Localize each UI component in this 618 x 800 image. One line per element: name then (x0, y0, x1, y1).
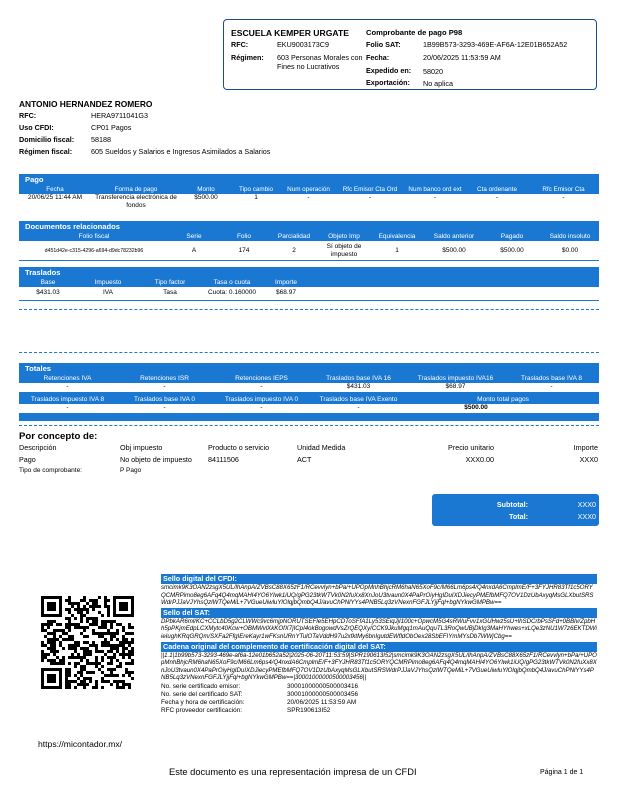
totales-col: Traslados base IVA 16 (326, 375, 391, 382)
docs-col: Saldo anterior (433, 233, 475, 240)
sello-sat-text: DPbkAR6ml/KC+CCLbD5g2CLWWc9vc6mjpNORUTSEFle5EHpCDToSFfA1Ly53SEiqJjI100c+OpwcM5G4sRWuFvv1xGUHwz5sU+lhSDCrbPsSFd+0BBlv/ZpbHh5pPKjmEdpLCXMytc40Kcw+OBMWvlXkKOfX7jICpI4okBogowdVsZrQEQXy/CCK9JkuMgq1mAuQquTL3RoQwUBjDkIg3MaHYhwes+xLQe3zNU1W7z6EKTDWiieIughKRqGRQm/SXFa2FfgIEreKayr1wFKsnURnYTulOTaVddH97u2xfktMy6bnIgutdEWfldObOex28SbEFIYmMYsDb7WWjCbg== (161, 617, 597, 640)
pago-val: Transferencia electrónica de fondos (95, 194, 177, 209)
concepto-cell: XXX0.00 (465, 455, 494, 464)
traslados-col: Tasa o cuota (213, 279, 251, 286)
subtotal-value: XXX0 (577, 500, 596, 509)
receiver-rfc-label: RFC: (19, 111, 37, 120)
subtotal-label: Subtotal: (496, 500, 528, 509)
seals-block (161, 574, 597, 715)
divider (19, 352, 599, 353)
voucher-title: Comprobante de pago P98 (366, 28, 463, 37)
pago-col: Num banco ord ext (408, 186, 462, 193)
docs-col: Objeto Imp (328, 233, 360, 240)
regimen-fiscal: 605 Sueldos y Salarios e Ingresos Asimilados a Salarios (91, 147, 271, 156)
expedido: 58020 (423, 67, 443, 76)
pago-col: Cta ordenante (477, 186, 517, 193)
totals-box (432, 494, 599, 526)
page-number: Página 1 de 1 (540, 769, 584, 776)
exportacion: No aplica (423, 79, 453, 88)
cert-row (161, 691, 597, 699)
totales-col: Retenciones IEPS (235, 375, 288, 382)
totales-section (19, 363, 599, 421)
pago-col: Fecha (46, 186, 64, 193)
traslados-title: Traslados (25, 268, 61, 277)
pago-val: - (433, 194, 437, 201)
cert-label: RFC proveedor certificación: (161, 706, 242, 714)
traslados-val: $431.03 (36, 289, 60, 296)
totales-col: Traslados base IVA 8 (520, 375, 583, 382)
totales-col: Monto total pagos (477, 396, 529, 403)
cert-row (161, 683, 597, 691)
traslados-header-row (19, 278, 599, 287)
pago-title: Pago (25, 175, 44, 184)
traslados-col: Base (40, 279, 56, 286)
regimen-fiscal-label: Régimen fiscal: (19, 147, 73, 156)
issuer-regimen-label: Régimen: (231, 53, 264, 62)
docs-val: d451d42e-c315-4296-a694-d9dc78232b96 (44, 247, 144, 254)
cadena-title: Cadena original del complemento de certificación digital del SAT: (161, 642, 597, 652)
concepto-header: Unidad Medida (297, 443, 346, 452)
pago-col: Rfc Emisor Cta Ord (342, 186, 398, 193)
pago-val: - (562, 194, 565, 201)
pago-col: Forma de pago (114, 186, 158, 193)
docs-val: 174 (238, 246, 250, 254)
totales-col: Traslados base IVA 0 (133, 396, 196, 403)
concepto-title: Por concepto de: (19, 431, 98, 442)
totales-val: $500.00 (464, 404, 488, 411)
pago-val: 1 (254, 194, 258, 201)
totales-val: $431.03 (346, 383, 371, 390)
totales-value-row-1 (19, 383, 599, 392)
traslados-val: Cuota: 0.160000 (207, 289, 257, 296)
sello-sat-title: Sello del SAT: (161, 608, 597, 618)
qr-code-image (41, 596, 134, 689)
pago-col: Rfc Emisor Cta (542, 186, 585, 193)
tipo-comprobante: P Pago (120, 467, 142, 474)
traslados-col: Impuesto (94, 279, 122, 286)
cert-value: 20/06/2025 11:53:59 AM (287, 698, 357, 706)
totales-val: - (357, 404, 360, 411)
totales-val: - (163, 404, 166, 411)
total-value: XXX0 (577, 512, 596, 521)
totales-col: Traslados impuesto IVA 0 (224, 396, 299, 403)
qr-url[interactable]: https://micontador.mx/ (38, 739, 123, 749)
cert-value: 30001000000500003416 (287, 682, 359, 690)
issuer-regimen: 603 Personas Morales con Fines no Lucrativos (277, 53, 363, 71)
traslados-value-row (19, 287, 599, 300)
uso-cfdi-label: Uso CFDI: (19, 123, 54, 132)
pago-col: Tipo cambio (238, 186, 274, 193)
folio-sat-label: Folio SAT: (366, 40, 401, 49)
docs-val: $500.00 (442, 246, 466, 254)
pago-header-row (19, 185, 599, 194)
totales-col: Traslados impuesto IVA16 (417, 375, 494, 382)
totales-header-row-2 (19, 395, 599, 404)
expedido-label: Expedido en: (366, 66, 412, 75)
totales-val: - (260, 404, 263, 411)
totales-col: Traslados impuesto IVA 8 (30, 396, 105, 403)
docs-col: Pagado (500, 233, 524, 240)
pago-val: - (307, 194, 310, 201)
total-label: Total: (508, 512, 528, 521)
concepto-header: Obj impuesto (120, 443, 163, 452)
totales-val: - (163, 383, 166, 390)
concepto-cell: Pago (19, 455, 36, 464)
divider (19, 309, 599, 310)
docs-val: 2 (292, 246, 296, 254)
cert-row (161, 707, 597, 715)
docs-col: Equivalencia (378, 233, 416, 240)
issuer-name: ESCUELA KEMPER URGATE (231, 28, 349, 38)
docs-header-row (19, 232, 599, 241)
traslados-val: Tasa (163, 289, 177, 296)
footer-note: Este documento es una representación impresa de un CFDI (169, 767, 417, 777)
concepto-cell: No objeto de impuesto (120, 455, 192, 464)
docs-col: Folio fiscal (78, 233, 110, 240)
totales-col: Retenciones ISR (140, 375, 189, 382)
docs-col: Saldo insoluto (549, 233, 591, 240)
cert-label: Fecha y hora de certificación: (161, 698, 245, 706)
fecha-label: Fecha: (366, 53, 390, 62)
docs-value-row (19, 241, 599, 260)
concepto-cell: 84111506 (208, 455, 239, 464)
domicilio-label: Domicilio fiscal: (19, 135, 75, 144)
docs-title: Documentos relacionados (25, 222, 120, 231)
sello-cfdi-text: smcimk9K3OAN2zsgX5UL/lhAnpA/ZVBsC88X65zF1/RCevvlyn+bPa/+UPOpMnhBhjcRM6haN65XoF9c/M66Lm6ps4/Q4nxdA6CmplmE/F+3FYJHR83Tf1c5ORYQCMRPimo8eg6AFq4Q4mqMAHI4YO6Ylwk1iUQ/gPG23tkWTVk0N2fuXx8XnJoU3tvaun0X4PaPrOiyHgIDuIXDJiecyPMEfbMFQ7OV1DzUbAxyqMsGLXbutSRSWdrPJJaVJYhsQzlWTQeMiL+7VGueUiwluYlOlqjbQmbQ4J/avuChPNlYYs4PNB5Lq3zVNexnFGFJLYjjFql+bgNYkwGMPBw== (161, 584, 594, 607)
traslados-col: Importe (274, 279, 298, 286)
totales-val: - (260, 383, 263, 390)
cert-row (161, 699, 597, 707)
folio-sat: 1B99B573-3293-469E-AF6A-12E01B652A52 (423, 40, 568, 49)
traslados-col: Tipo factor (154, 279, 186, 286)
totales-val: - (550, 383, 553, 390)
concepto-header: Precio unitario (448, 443, 494, 452)
totales-col: Traslados base IVA Exento (319, 396, 398, 403)
docs-val: $500.00 (500, 246, 524, 254)
concepto-header: Producto o servicio (208, 443, 270, 452)
totales-col: Retenciones IVA (43, 375, 92, 382)
pago-col: Monto (197, 186, 215, 193)
traslados-val: IVA (103, 289, 113, 296)
docs-val: A (191, 246, 197, 254)
sello-cfdi-title: Sello digital del CFDI: (161, 574, 597, 584)
traslados-val: $68.97 (276, 289, 296, 296)
concepto-header: Importe (573, 443, 598, 452)
docs-val: $0.00 (561, 246, 579, 254)
totales-title: Totales (25, 364, 52, 373)
concepto-header: Descripción (19, 443, 57, 452)
docs-section (19, 221, 599, 261)
receiver-name: ANTONIO HERNANDEZ ROMERO (19, 99, 153, 109)
docs-val: 1 (395, 246, 399, 254)
traslados-section (19, 267, 599, 301)
cert-label: No. serie del certificado SAT: (161, 690, 243, 698)
pago-val: - (495, 194, 499, 201)
pago-value-row (19, 194, 599, 211)
docs-col: Folio (236, 233, 252, 240)
cert-value: 30001000000500003456 (287, 690, 359, 698)
totales-val: - (66, 383, 69, 390)
cadena-text: ||1.1|1b99b573-3293-469e-af6a-12e01b652a52|2025-06-20T11:53:59|SPR190613I52|smcimk9K3OAN2zsgX5UL/lhAnpA/ZVBsC88X65zF1/RCevvlyn+bPa/+UPOpMnhBhjcRM6haN65XoF9c/M66Lm6ps4/Q4nxdA6CmplmE/F+3FYJHR83Tf1c5ORYQCMRPimo8eg6AFq4Q4mqMAHI4YO6Ylwk1iUQ/gPG23tkWTVk0N2fuXx8XnJoU3tvaun0X4PaPrOiyHgIDuIXDJiecyPMEfbMFQ7OV1DzUbAxyqMsGLXbutSRSWdrPJJaVJYhsQzlWTQeMiL+7VGueUiwluYlOlqjbQmbQ4J/avuChPNlYYs4PNB5Lq3zVNexnFGFJLYjjFql+bgNYkwGMPBw==|30001000000500003456|| (161, 651, 597, 682)
issuer-rfc: EKU9003173C9 (277, 40, 329, 49)
totales-value-row-2 (19, 404, 599, 413)
docs-col: Serie (186, 233, 202, 240)
docs-col: Parcialidad (277, 233, 311, 240)
docs-val: Sí objeto de impuesto (326, 242, 362, 258)
concepto-cell: XXX0 (579, 455, 598, 464)
pago-col: Num operación (287, 186, 330, 193)
cert-label: No. serie certificado emisor: (161, 682, 241, 690)
tipo-comprobante-label: Tipo de comprobante: (19, 467, 82, 474)
pago-val: 20/06/25 11:44 AM (27, 194, 83, 201)
fecha: 20/06/2025 11:53:59 AM (423, 53, 501, 62)
pago-val: - (368, 194, 372, 201)
domicilio: 58188 (91, 135, 111, 144)
concepto-cell: ACT (297, 455, 312, 464)
uso-cfdi: CP01 Pagos (91, 123, 132, 132)
exportacion-label: Exportación: (366, 78, 410, 87)
totales-val: - (66, 404, 69, 411)
totales-val: $68.97 (445, 383, 466, 390)
cert-value: SPR190613I52 (287, 706, 331, 714)
pago-section (19, 174, 599, 211)
totales-header-row-1 (19, 374, 599, 383)
pago-val: $500.00 (194, 194, 218, 201)
divider (19, 425, 599, 426)
receiver-rfc: HERA9711041G3 (91, 111, 149, 120)
issuer-rfc-label: RFC: (231, 40, 249, 49)
